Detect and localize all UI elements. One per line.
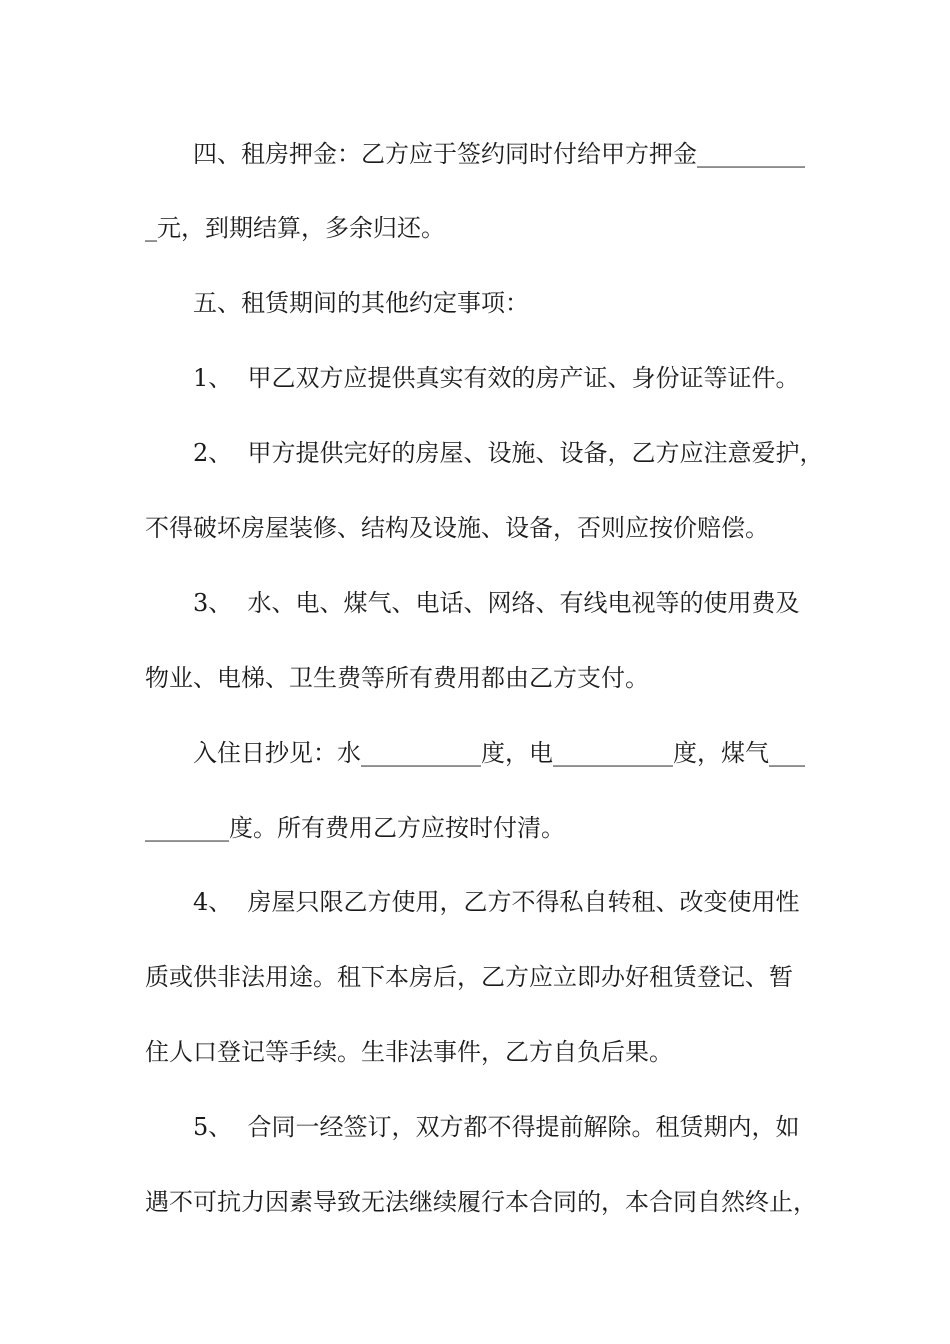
text-line-item-4-cont-1: 质或供非法用途。租下本房后，乙方应立即办好租赁登记、暂 xyxy=(145,963,793,991)
text-line-item-5-cont: 遇不可抗力因素导致无法继续履行本合同的，本合同自然终止， xyxy=(145,1188,817,1216)
text-line-section-five: 五、租赁期间的其他约定事项： xyxy=(193,289,529,317)
text-line-item-2-cont: 不得破坏房屋装修、结构及设施、设备，否则应按价赔偿。 xyxy=(145,514,769,542)
text-line-meter-reading: 入住日抄见：水__________度，电__________度，煤气___ xyxy=(193,739,805,767)
text-line-item-2: 2、 甲方提供完好的房屋、设施、设备，乙方应注意爱护， xyxy=(193,439,824,467)
text-line-item-4: 4、 房屋只限乙方使用，乙方不得私自转租、改变使用性 xyxy=(193,888,800,916)
text-line-meter-reading-cont: _______度。所有费用乙方应按时付清。 xyxy=(145,814,565,842)
text-line-item-4-cont-2: 住人口登记等手续。生非法事件，乙方自负后果。 xyxy=(145,1038,673,1066)
text-line-item-1: 1、 甲乙双方应提供真实有效的房产证、身份证等证件。 xyxy=(193,364,800,392)
text-line-deposit: 四、租房押金：乙方应于签约同时付给甲方押金_________ xyxy=(193,140,805,168)
text-line-item-3: 3、 水、电、煤气、电话、网络、有线电视等的使用费及 xyxy=(193,589,800,617)
text-line-item-3-cont: 物业、电梯、卫生费等所有费用都由乙方支付。 xyxy=(145,664,649,692)
text-line-deposit-cont: _元，到期结算，多余归还。 xyxy=(145,214,445,242)
text-line-item-5: 5、 合同一经签订，双方都不得提前解除。租赁期内，如 xyxy=(193,1113,800,1141)
